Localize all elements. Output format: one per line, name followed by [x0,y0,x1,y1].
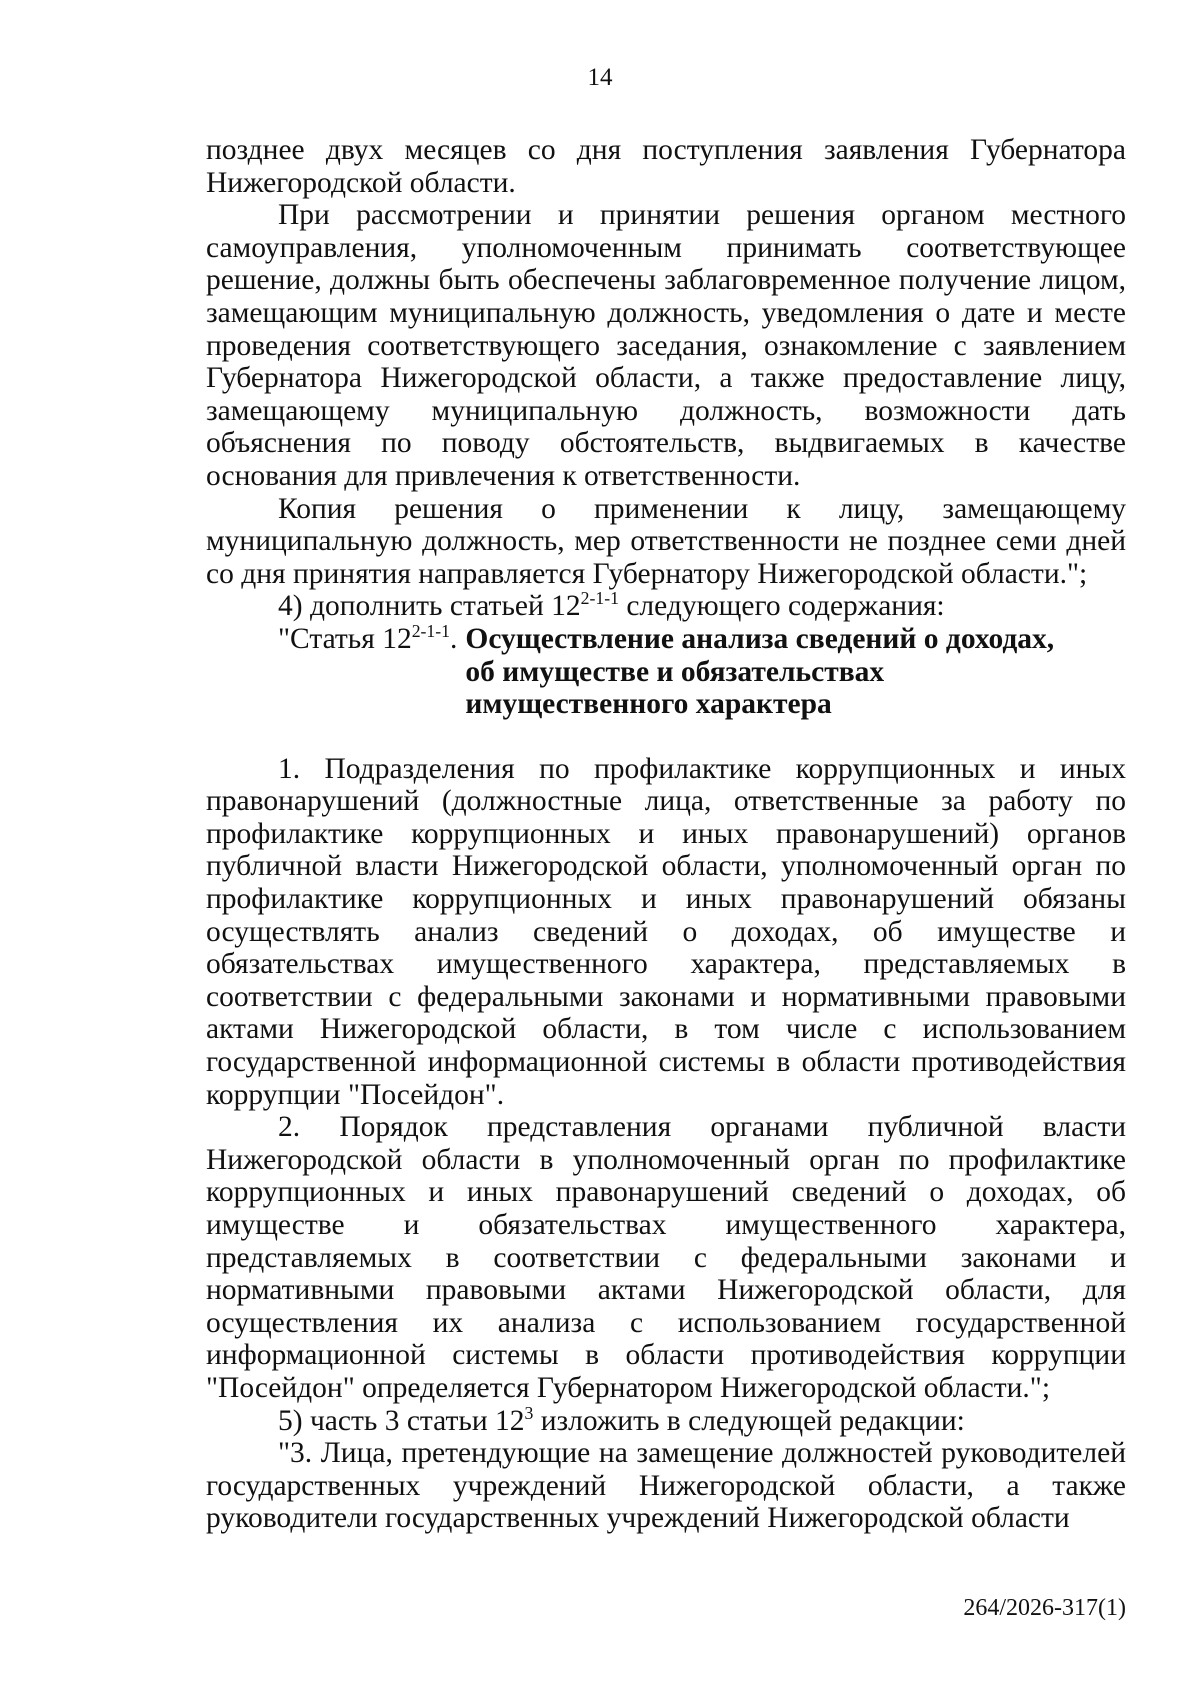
paragraph-article-part-2: 2. Порядок представления органами публичной власти Нижегородской области в уполномоченный орган по профилактике коррупционных и иных правонарушений сведений о доходах, об имуществе и обязательствах имущественного характера, представляемых в соответствии с федеральными законами и нормативными правовыми актами Нижегородской области, для осуществления их анализа с использованием государственной информационной системы в области противодействия коррупции "Посейдон" определяется Губернатором Нижегородской области."; [206,1111,1126,1404]
paragraph-part-3: "3. Лица, претендующие на замещение должностей руководителей государственных учреждений Нижегородской области, а также руководители государственных учреждений Нижегородской области [206,1437,1126,1535]
paragraph-continuation: позднее двух месяцев со дня поступления заявления Губернатора Нижегородской области. [206,134,1126,199]
article-number [278,623,457,656]
amendment-5-text: 5) часть 3 статьи 12 [278,1404,525,1437]
paragraph-copy-of-decision: Копия решения о применении к лицу, замещающему муниципальную должность, мер ответственности не позднее семи дней со дня принятия направляется Губернатору Нижегородской области."; [206,492,1126,590]
paragraph-amendment-4 [206,590,1126,623]
paragraph-procedure: При рассмотрении и принятии решения органом местного самоуправления, уполномоченным принимать соответствующее решение, должны быть обеспечены заблаговременное получение лицом, замещающим муниципальную должность, уведомления о дате и месте проведения соответствующего заседания, ознакомление с заявлением Губернатора Нижегородской области, а также предоставление лицу, замещающему муниципальную должность, возможности дать объяснения по поводу обстоятельств, выдвигаемых в качестве основания для привлечения к ответственности. [206,199,1126,492]
paragraph-article-part-1: 1. Подразделения по профилактике коррупционных и иных правонарушений (должностные лица, ответственные за работу по профилактике коррупционных и иных правонарушений) органов публичной власти Нижегородской области, уполномоченный орган по профилактике коррупционных и иных правонарушений обязаны осуществлять анализ сведений о доходах, об имуществе и обязательствах имущественного характера, представляемых в соответствии с федеральными законами и нормативными правовыми актами Нижегородской области, в том числе с использованием государственной информационной системы в области противодействия коррупции "Посейдон". [206,752,1126,1111]
article-title: Осуществление анализа сведений о доходах, об имуществе и обязательствах имущественного характера [465,622,1055,721]
document-code: 264/2026-317(1) [963,1595,1126,1621]
article-heading [206,623,1126,721]
document-body [206,134,1126,1535]
amendment-4-text: 4) дополнить статьей 12 [278,590,581,623]
page-number: 14 [587,64,613,91]
amendment-5-text-end: изложить в следующей редакции: [533,1404,965,1437]
amendment-4-text-end: следующего содержания: [618,590,945,623]
article-number-dot: . [450,622,458,655]
article-number-text: "Статья 12 [278,622,412,655]
amendment-5-superscript: 3 [524,1402,534,1423]
paragraph-amendment-5 [206,1402,1126,1438]
amendment-4-superscript: 2-1-1 [580,588,619,609]
article-number-superscript: 2-1-1 [411,621,451,642]
spacer [206,721,1126,753]
